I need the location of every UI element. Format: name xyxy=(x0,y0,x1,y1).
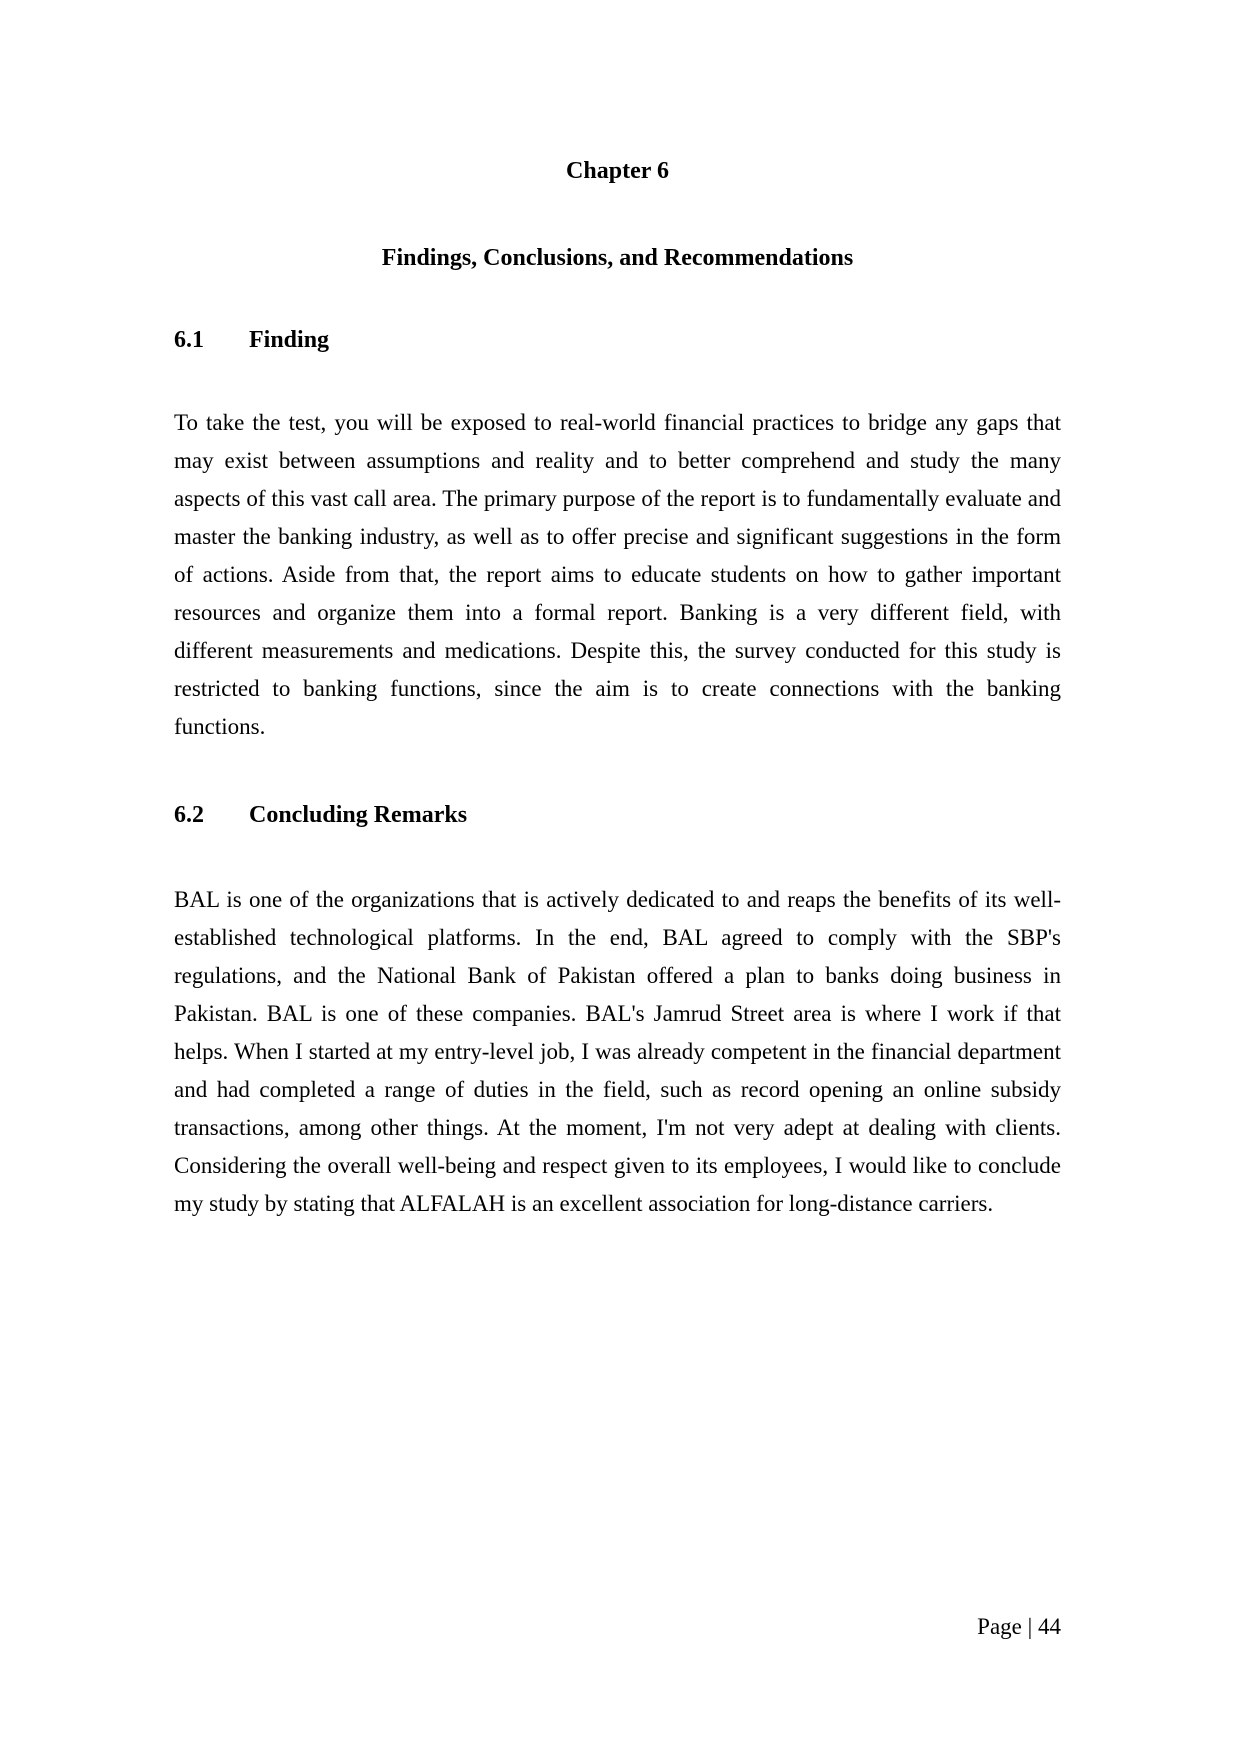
section-number: 6.2 xyxy=(174,802,204,828)
section-number: 6.1 xyxy=(174,327,204,353)
section-heading-concluding-remarks xyxy=(174,800,1061,830)
section-paragraph-finding: To take the test, you will be exposed to real-world financial practices to bridge any gaps that may exist between assumptions and reality and to better comprehend and study the many aspects of this vast call area. The primary purpose of the report is to fundamentally evaluate and master the banking industry, as well as to offer precise and significant suggestions in the form of actions. Aside from that, the report aims to educate students on how to gather important resources and organize them into a formal report. Banking is a very different field, with different measurements and medications. Despite this, the survey conducted for this study is restricted to banking functions, since the aim is to create connections with the banking functions. xyxy=(174,410,1061,739)
document-title: Findings, Conclusions, and Recommendations xyxy=(381,245,854,271)
section-heading-finding xyxy=(174,325,1061,355)
section-title: Finding xyxy=(249,327,330,353)
section-paragraph-concluding-remarks: BAL is one of the organizations that is actively dedicated to and reaps the benefits of its well-established technological platforms. In the end, BAL agreed to comply with the SBP's regulations, and the National Bank of Pakistan offered a plan to banks doing business in Pakistan. BAL is one of these companies. BAL's Jamrud Street area is where I work if that helps. When I started at my entry-level job, I was already competent in the financial department and had completed a range of duties in the field, such as record opening an online subsidy transactions, among other things. At the moment, I'm not very adept at dealing with clients. Considering the overall well-being and respect given to its employees, I would like to conclude my study by stating that ALFALAH is an excellent association for long-distance carriers. xyxy=(174,887,1061,1216)
chapter-heading: Chapter 6 xyxy=(566,158,669,184)
page-number: Page | 44 xyxy=(977,1614,1061,1639)
page-footer xyxy=(174,1612,1061,1642)
section-title: Concluding Remarks xyxy=(249,802,468,828)
